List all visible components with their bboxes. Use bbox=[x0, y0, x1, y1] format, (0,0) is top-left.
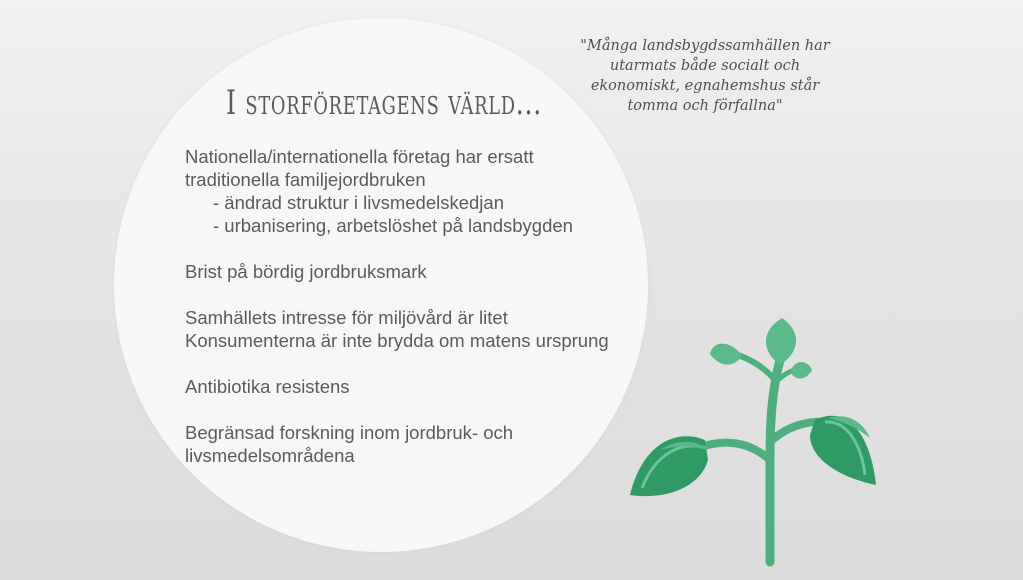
plant-branch-top-left bbox=[738, 355, 775, 380]
bullet-subitem: - urbanisering, arbetslöshet på landsbygden bbox=[213, 215, 573, 236]
slide-content bbox=[185, 145, 625, 467]
paragraph-gap bbox=[185, 283, 625, 306]
plant-leaf-top bbox=[766, 318, 796, 365]
content-paragraph: Konsumenterna är inte brydda om matens ursprung bbox=[185, 330, 609, 351]
content-paragraph: Antibiotika resistens bbox=[185, 376, 350, 397]
content-paragraph: Nationella/internationella företag har ersatt traditionella familjejordbruken bbox=[185, 146, 534, 190]
paragraph-gap bbox=[185, 237, 625, 260]
slide-title: I storföretagens värld... bbox=[226, 83, 543, 123]
paragraph-gap bbox=[185, 398, 625, 421]
paragraph-gap bbox=[185, 352, 625, 375]
content-paragraph: Samhällets intresse för miljövård är litet bbox=[185, 307, 508, 328]
plant-sprout-icon bbox=[620, 310, 890, 570]
plant-leaf-top-right bbox=[790, 362, 812, 379]
bullet-subitem: - ändrad struktur i livsmedelskedjan bbox=[213, 192, 504, 213]
content-paragraph: Brist på bördig jordbruksmark bbox=[185, 261, 427, 282]
plant-branch-left bbox=[698, 443, 770, 460]
plant-leaf-top-left bbox=[710, 344, 742, 365]
quote-text: "Många landsbygdssamhällen har utarmats både socialt och ekonomiskt, egnahemshus står tomma och förfallna" bbox=[580, 38, 830, 114]
content-paragraph: Begränsad forskning inom jordbruk- och livsmedelsområdena bbox=[185, 422, 514, 466]
